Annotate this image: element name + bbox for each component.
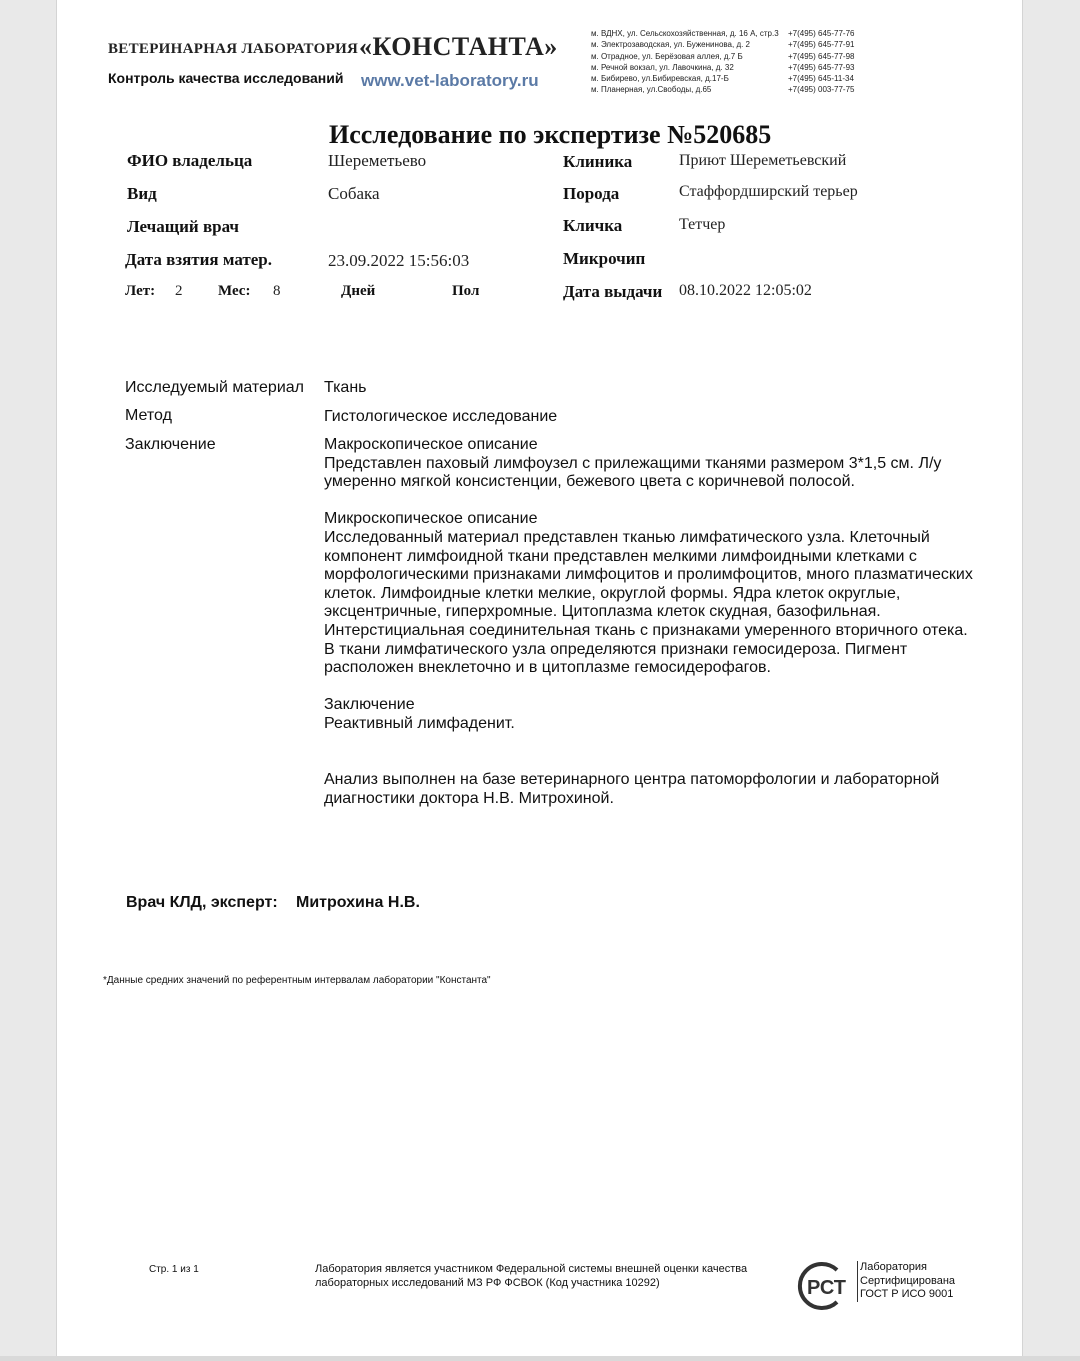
signer-name: Митрохина Н.В. <box>296 894 420 911</box>
page-number: Стр. 1 из 1 <box>149 1264 199 1275</box>
analysis-note: Анализ выполнен на базе ветеринарного центра патоморфологии и лабораторной диагностики доктора Н.В. Митрохиной. <box>324 771 940 807</box>
sample-date-value: 23.09.2022 15:56:03 <box>328 251 470 270</box>
years-value: 2 <box>175 283 183 299</box>
material-label: Исследуемый материал <box>125 379 304 396</box>
address-line: м. Бибирево, ул.Бибиревская, д.17-Б <box>591 74 729 84</box>
months-label: Мес: <box>218 283 251 299</box>
signer-role: Врач КЛД, эксперт: <box>126 894 278 911</box>
final-conclusion-text: Реактивный лимфаденит. <box>324 714 515 732</box>
address-line: м. Отрадное, ул. Берёзовая аллея, д.7 Б <box>591 51 743 61</box>
issue-date-value: 08.10.2022 12:05:02 <box>679 282 812 299</box>
cert-line: ГОСТ Р ИСО 9001 <box>860 1288 954 1300</box>
pet-name-label: Кличка <box>563 216 623 235</box>
address-list <box>591 28 779 96</box>
micro-title: Микроскопическое описание <box>324 510 538 528</box>
document-title: Исследование по экспертизе №520685 <box>329 120 772 149</box>
owner-value: Шереметьево <box>328 151 427 170</box>
method-value: Гистологическое исследование <box>324 408 558 425</box>
sample-date-label: Дата взятия матер. <box>125 250 272 269</box>
material-value: Ткань <box>324 379 367 396</box>
cert-line: Сертифицирована <box>860 1274 956 1287</box>
fsvok-line: лабораторных исследований МЗ РФ ФСВОК (Код участника 10292) <box>315 1277 660 1289</box>
years-label: Лет: <box>125 283 156 299</box>
breed-value: Стаффордширский терьер <box>679 183 858 200</box>
lab-brand: «КОНСТАНТА» <box>359 32 558 61</box>
phone-line: +7(495) 645-77-93 <box>788 62 855 72</box>
phone-list <box>788 28 855 96</box>
address-line: м. Планерная, ул.Свободы, д.65 <box>591 85 712 95</box>
doctor-label: Лечащий врач <box>127 217 239 236</box>
conclusion-label: Заключение <box>125 436 216 453</box>
website-link[interactable]: www.vet-laboratory.ru <box>361 71 539 90</box>
pet-name-value: Тетчер <box>679 216 726 233</box>
clinic-label: Клиника <box>563 152 633 171</box>
breed-label: Порода <box>563 184 620 203</box>
method-label: Метод <box>125 407 172 424</box>
phone-line: +7(495) 645-77-91 <box>788 40 855 50</box>
sex-label: Пол <box>452 283 480 299</box>
fsvok-line: Лаборатория является участником Федеральной системы внешней оценки качества <box>315 1263 748 1275</box>
document-page <box>56 0 1023 1356</box>
fsvok-note <box>315 1262 747 1290</box>
address-line: м. ВДНХ, ул. Сельскохозяйственная, д. 16 А, стр.3 <box>591 29 779 38</box>
phone-line: +7(495) 645-77-76 <box>788 29 855 38</box>
clinic-value: Приют Шереметьевский <box>679 152 847 169</box>
conclusion-body <box>324 436 974 734</box>
rst-certification-logo-icon <box>791 1258 855 1314</box>
quality-tagline: Контроль качества исследований <box>108 70 344 86</box>
days-label: Дней <box>341 283 376 299</box>
months-value: 8 <box>273 283 281 299</box>
macro-title: Макроскопическое описание <box>324 436 538 453</box>
final-conclusion-title: Заключение <box>324 696 415 714</box>
lab-name: ВЕТЕРИНАРНАЯ ЛАБОРАТОРИЯ <box>108 41 359 57</box>
micro-text: Исследованный материал представлен тканью лимфатического узла. Клеточный компонент лимфоидной ткани представлен мелкими лимфоидными клетками с морфологическими признаками лимфоцитов и пролимфоцитов, много плазматических клеток. Лимфоидные клетки мелкие, округлой формы. Ядра клеток округлые, эксцентричные, гиперхромные. Цитоплазма клеток скудная, базофильная. Интерстициальная соединительная ткань с признаками умеренного вторичного отека. В ткани лимфатического узла определяются признаки гемосидероза. Пигмент расположен внеклеточно и в цитоплазме гемосидерофагов. <box>324 528 973 677</box>
address-line: м. Речной вокзал, ул. Лавочкина, д. 32 <box>591 62 734 72</box>
cert-line: Лаборатория <box>860 1261 927 1273</box>
issue-date-label: Дата выдачи <box>563 282 663 301</box>
species-label: Вид <box>127 184 157 203</box>
phone-line: +7(495) 003-77-75 <box>788 85 855 95</box>
macro-text: Представлен паховый лимфоузел с прилежащими тканями размером 3*1,5 см. Л/у умеренно мягкой консистенции, бежевого цвета с коричневой полосой. <box>324 454 942 491</box>
phone-line: +7(495) 645-11-34 <box>788 74 854 84</box>
species-value: Собака <box>328 184 380 203</box>
chip-label: Микрочип <box>563 249 646 268</box>
owner-label: ФИО владельца <box>127 151 253 170</box>
viewer-bottom-strip <box>0 1356 1080 1361</box>
phone-line: +7(495) 645-77-98 <box>788 51 855 61</box>
address-line: м. Электрозаводская, ул. Буженинова, д. 2 <box>591 40 751 50</box>
reference-footnote: *Данные средних значений по референтным интервалам лаборатории "Константа" <box>103 975 491 986</box>
certification-text <box>857 1261 955 1302</box>
cert-logo-letters: РСТ <box>807 1277 847 1299</box>
